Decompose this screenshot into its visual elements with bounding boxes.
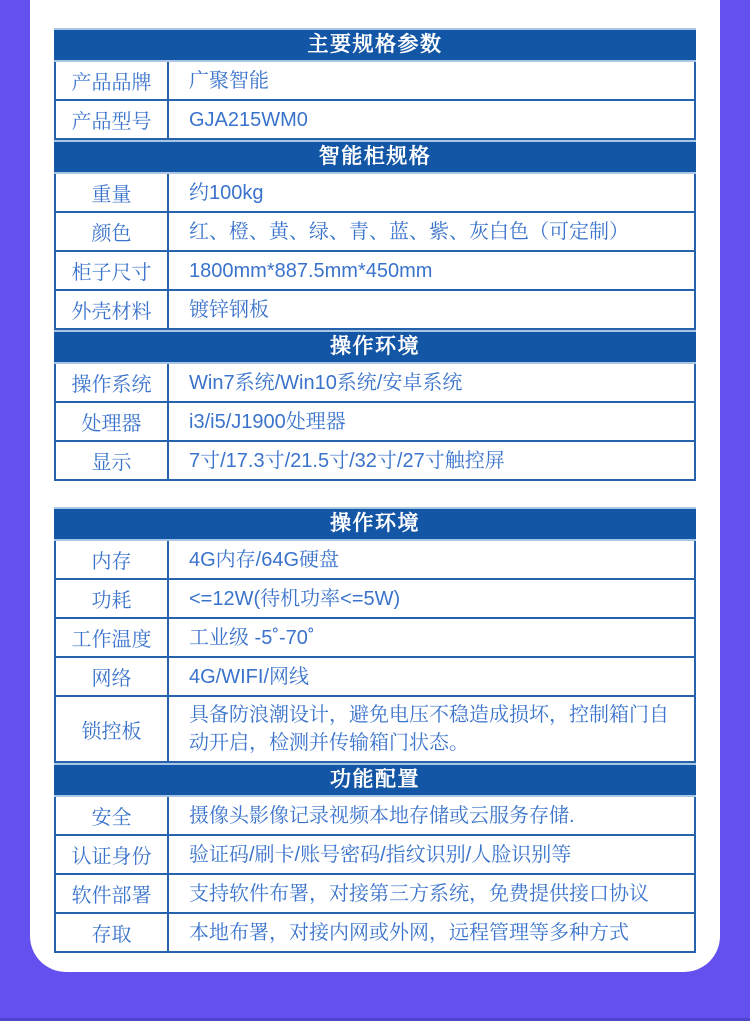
spec-value: 摄像头影像记录视频本地存储或云服务存储. (189, 804, 575, 827)
spec-value: 4G内存/64G硬盘 (189, 548, 340, 571)
section-header-main-specs: 主要规格参数 (54, 28, 696, 62)
spec-value: 7寸/17.3寸/21.5寸/32寸/27寸触控屏 (189, 449, 505, 472)
spec-value: 工业级 -5˚-70˚ (189, 626, 315, 649)
spec-value: 4G/WIFI/网线 (189, 665, 309, 688)
table-row (56, 291, 694, 330)
table-row (56, 658, 694, 697)
spec-value: <=12W(待机功率<=5W) (189, 587, 401, 610)
table-row (56, 697, 694, 763)
spec-value: 约100kg (189, 181, 264, 204)
spec-value: GJA215WM0 (189, 108, 308, 131)
spec-value: 镀锌钢板 (189, 298, 269, 321)
spec-label: 内存 (56, 541, 169, 578)
spec-value: 具备防浪潮设计，避免电压不稳造成损坏，控制箱门自动开启，检测并传输箱门状态。 (189, 704, 669, 754)
section-header-operating-env-1: 操作环境 (54, 330, 696, 364)
spec-value: 验证码/刷卡/账号密码/指纹识别/人脸识别等 (189, 843, 572, 866)
spec-label: 产品型号 (56, 101, 169, 138)
spec-label: 柜子尺寸 (56, 252, 169, 289)
table-row (56, 213, 694, 252)
spec-table-main (54, 0, 696, 481)
spec-label: 显示 (56, 442, 169, 479)
table-row (56, 252, 694, 291)
spec-label: 功耗 (56, 580, 169, 617)
spec-label: 外壳材料 (56, 291, 169, 328)
table-row (56, 836, 694, 875)
spec-label: 存取 (56, 914, 169, 951)
table-row (56, 403, 694, 442)
spec-label: 重量 (56, 174, 169, 211)
table-row (56, 914, 694, 953)
section-rows (54, 797, 696, 953)
spec-table-secondary (54, 507, 696, 953)
section-header-operating-env-2: 操作环境 (54, 507, 696, 541)
section-header-feature-config: 功能配置 (54, 763, 696, 797)
table-row (56, 62, 694, 101)
spec-label: 锁控板 (56, 697, 169, 761)
spec-value: 1800mm*887.5mm*450mm (189, 259, 433, 282)
spec-label: 产品品牌 (56, 62, 169, 99)
table-row (56, 797, 694, 836)
table-row (56, 442, 694, 481)
spec-label: 认证身份 (56, 836, 169, 873)
spec-value: 支持软件布署，对接第三方系统，免费提供接口协议 (189, 882, 649, 905)
section-rows (54, 62, 696, 140)
spec-label: 工作温度 (56, 619, 169, 656)
spec-label: 网络 (56, 658, 169, 695)
table-row (56, 875, 694, 914)
section-header-cabinet-specs: 智能柜规格 (54, 140, 696, 174)
spec-label: 安全 (56, 797, 169, 834)
spec-value: i3/i5/J1900处理器 (189, 410, 346, 433)
spec-label: 处理器 (56, 403, 169, 440)
section-rows (54, 364, 696, 481)
section-rows (54, 541, 696, 763)
spec-value: 广聚智能 (189, 69, 269, 92)
spec-value: 本地布署，对接内网或外网，远程管理等多种方式 (189, 921, 629, 944)
spec-card (30, 0, 720, 972)
spec-label: 软件部署 (56, 875, 169, 912)
spec-label: 颜色 (56, 213, 169, 250)
table-row (56, 364, 694, 403)
spec-label: 操作系统 (56, 364, 169, 401)
section-rows (54, 174, 696, 330)
table-row (56, 174, 694, 213)
table-row (56, 580, 694, 619)
table-row (56, 619, 694, 658)
table-row (56, 101, 694, 140)
spec-value: 红、橙、黄、绿、青、蓝、紫、灰白色（可定制） (189, 220, 629, 243)
spec-value: Win7系统/Win10系统/安卓系统 (189, 371, 463, 394)
table-row (56, 541, 694, 580)
